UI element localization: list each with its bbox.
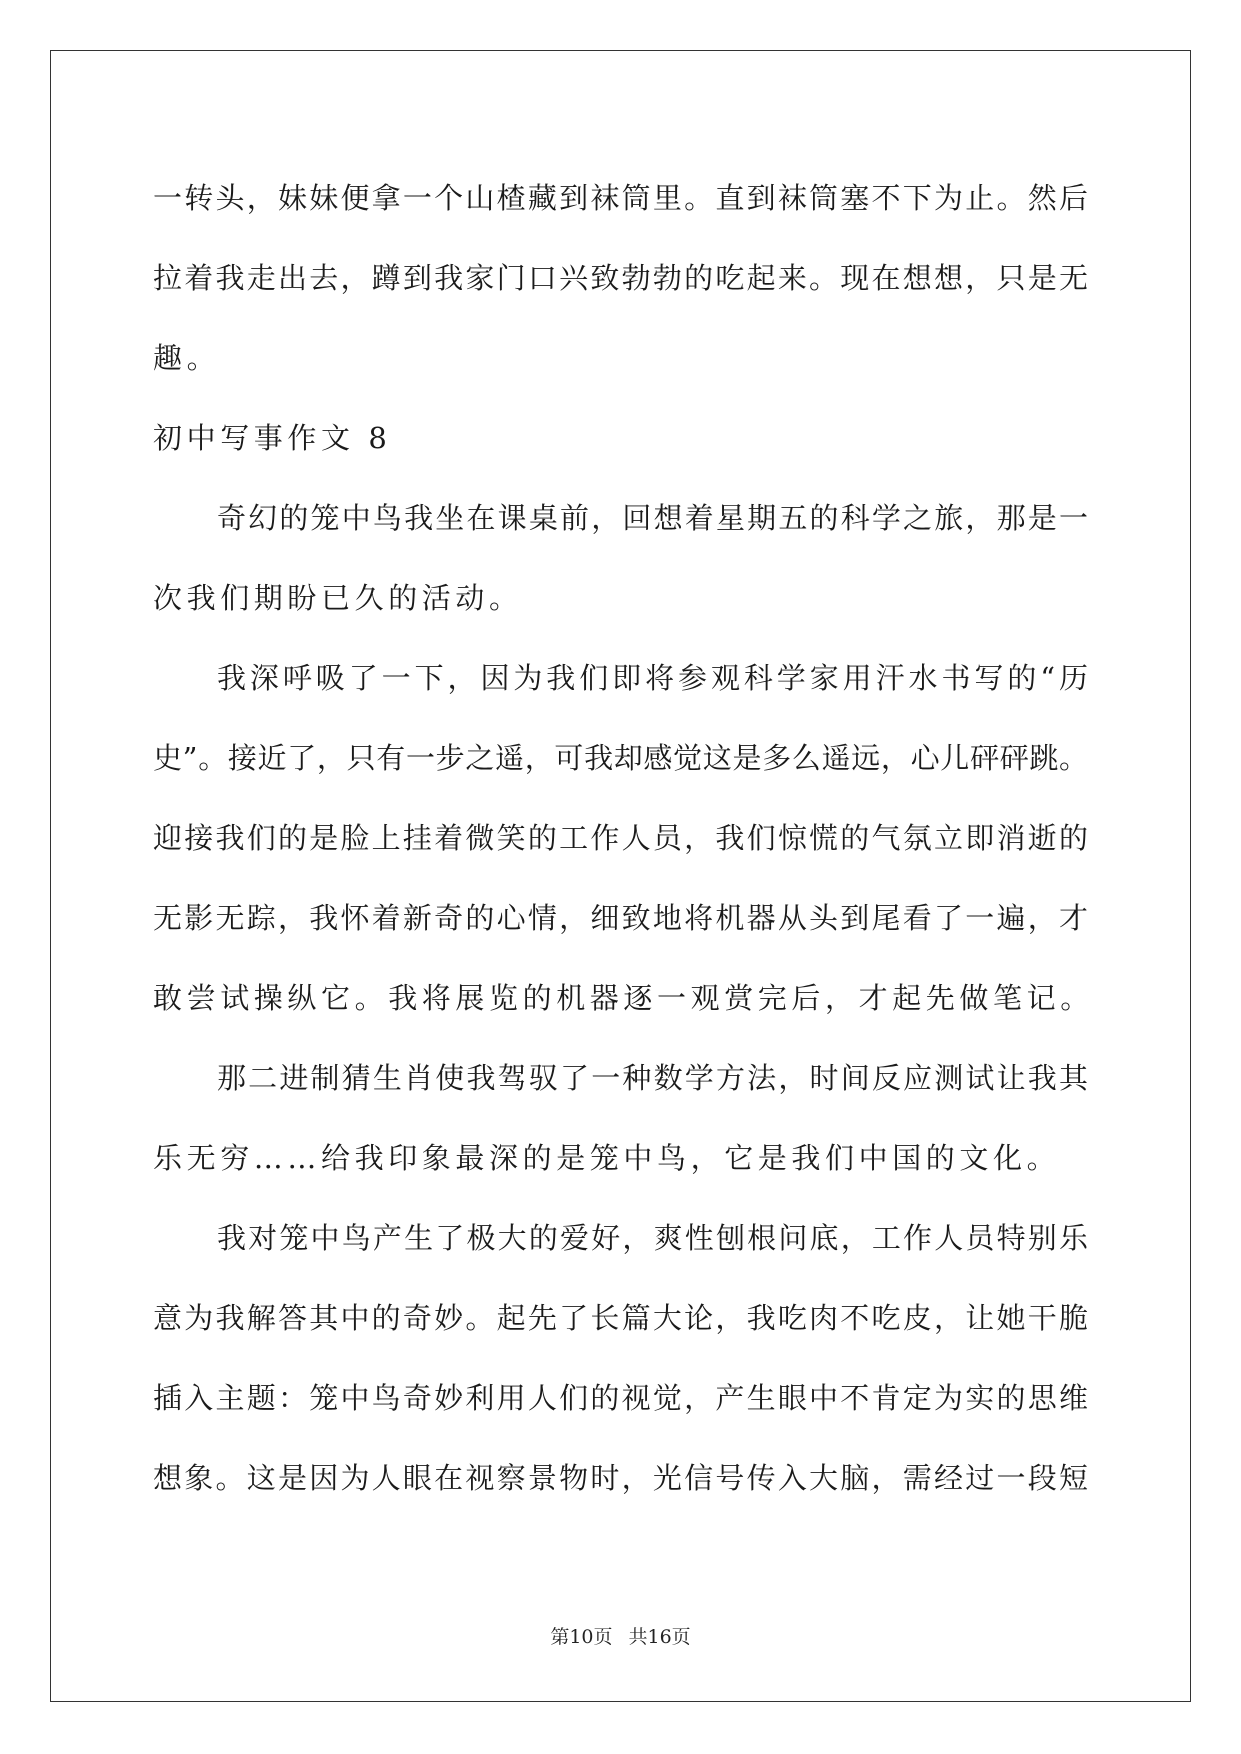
text-line: 次我们期盼已久的活动。	[153, 581, 523, 615]
text-line: 无影无踪，我怀着新奇的心情，细致地将机器从头到尾看了一遍，才	[153, 901, 1088, 935]
text-line: 乐无穷……给我印象最深的是笼中鸟，它是我们中国的文化。	[153, 1141, 1061, 1175]
page-number: 第10页	[550, 1626, 613, 1648]
text-line: 拉着我走出去，蹲到我家门口兴致勃勃的吃起来。现在想想，只是无	[153, 261, 1088, 295]
text-line: 趣。	[153, 341, 221, 375]
text-line: 迎接我们的是脸上挂着微笑的工作人员，我们惊慌的气氛立即消逝的	[153, 821, 1088, 855]
text-line: 敢尝试操纵它。我将展览的机器逐一观赏完后，才起先做笔记。	[153, 981, 1094, 1015]
text-line: 我深呼吸了一下，因为我们即将参观科学家用汗水书写的“历	[217, 661, 1088, 695]
text-line: 那二进制猜生肖使我驾驭了一种数学方法，时间反应测试让我其	[217, 1061, 1088, 1095]
text-line: 意为我解答其中的奇妙。起先了长篇大论，我吃肉不吃皮，让她干脆	[153, 1301, 1088, 1335]
text-line: 史”。接近了，只有一步之遥，可我却感觉这是多么遥远，心儿砰砰跳。	[153, 741, 1088, 775]
text-line: 我对笼中鸟产生了极大的爱好，爽性刨根问底，工作人员特别乐	[217, 1221, 1088, 1255]
text-line: 奇幻的笼中鸟我坐在课桌前，回想着星期五的科学之旅，那是一	[217, 501, 1088, 535]
text-line: 一转头，妹妹便拿一个山楂藏到袜筒里。直到袜筒塞不下为止。然后	[153, 181, 1088, 215]
page-total: 共16页	[628, 1626, 691, 1648]
text-line: 初中写事作文 8	[153, 421, 392, 455]
document-body	[153, 158, 1094, 1518]
page-footer	[0, 1622, 1241, 1649]
text-line: 插入主题：笼中鸟奇妙利用人们的视觉，产生眼中不肯定为实的思维	[153, 1381, 1088, 1415]
text-line: 想象。这是因为人眼在视察景物时，光信号传入大脑，需经过一段短	[153, 1461, 1088, 1495]
